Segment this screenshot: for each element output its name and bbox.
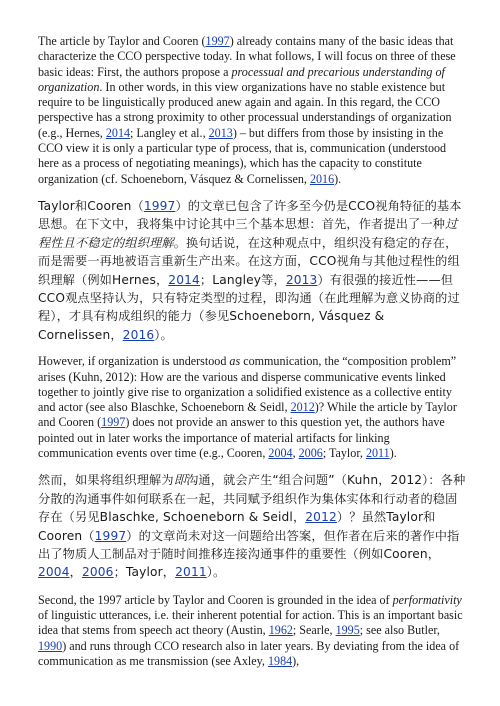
paragraph-zh-1: Taylor和Cooren（1997）的文章已包含了许多至今仍是CCO视角特征的基本思想。在下文中，我将集中讨论其中三个基本思想：首先，作者提出了一种过程性且不稳定的组织理解。换句话说，在这种观点中，组织没有稳定的存在，而是需要一再地被语言重新生产出来。在这方面，CCO视角与其他过程性的组织理解（例如Hernes，2014；Langley等，2013）有很强的接近性——但CCO观点坚持认为，只有特定类型的过程，即沟通（在此理解为意义协商的过程），才具有构成组织的能力（参见Schoeneborn, Vásquez & Cornelissen，2016）。 [38, 198, 462, 342]
emphasis-text: 过程性且不稳定的组织理解 [38, 217, 458, 250]
emphasis-text: performativity [392, 592, 462, 607]
citation-link[interactable]: 1997 [143, 198, 176, 213]
paragraph-zh-2: 然而，如果将组织理解为即沟通，就会产生“组合问题”（Kuhn，2012）：各种分散的沟通事件如何联系在一起，共同赋予组织作为集体实体和行动者的稳固存在（另见Blaschke, Schoeneborn & Seidl，2012）？虽然Taylor和Cooren（1997）的文章尚未对这一问题给出答案，但作者在后来的著作中指出了物质人工制品对于随时间推移连接沟通事件的重要性（例如Cooren，2004，2006；Taylor，2011）。 [38, 473, 466, 580]
document-page [38, 34, 466, 669]
emphasis-text: processual and precarious understanding of organization [38, 64, 445, 94]
citation-link[interactable]: 2004 [268, 446, 293, 460]
paragraph-en-3: Second, the 1997 article by Taylor and Cooren is grounded in the idea of performativity of linguistic utterances, i.e. their inherent potential for action. This is an important basic idea that stems from speech act theory (Austin, 1962; Searle, 1995; see also Butler, 1990) and runs through CCO research also in later years. By deviating from the idea of communication as me transmission (see Axley, 1984), [38, 592, 463, 668]
citation-link[interactable]: 2016 [122, 327, 155, 342]
citation-link[interactable]: 1990 [38, 638, 63, 653]
citation-link[interactable]: 2013 [208, 125, 233, 140]
citation-link[interactable]: 1997 [101, 415, 126, 430]
emphasis-text: 即 [173, 473, 187, 488]
citation-link[interactable]: 1997 [205, 34, 230, 48]
citation-link[interactable]: 2012 [305, 510, 337, 525]
paragraph-en-1: The article by Taylor and Cooren (1997) already contains many of the basic ideas that characterize the CCO perspective today. In what follows, I will focus on three of these basic ideas: First, the authors propose a processual and precarious understanding of organization. In other words, in this view organizations have no stable existence but require to be linguistically produced anew again and again. In this regard, the CCO perspective has a strong proximity to other processual understandings of organization (e.g., Hernes, 2014; Langley et al., 2013) – but differs from those by insisting in the CCO view it is only a particular type of process, that is, communication (understood here as a process of negotiating meanings), which has the capacity to constitute organization (cf. Schoeneborn, Vásquez & Cornelissen, 2016). [38, 34, 456, 186]
citation-link[interactable]: 1995 [335, 623, 360, 638]
citation-link[interactable]: 2006 [298, 446, 323, 460]
citation-link[interactable]: 2011 [365, 446, 390, 460]
citation-link[interactable]: 2013 [285, 272, 318, 287]
citation-link[interactable]: 2006 [81, 565, 114, 580]
citation-link[interactable]: 2011 [175, 565, 207, 580]
citation-link[interactable]: 2016 [309, 171, 335, 186]
citation-link[interactable]: 2012 [290, 400, 315, 415]
citation-link[interactable]: 2004 [38, 565, 70, 580]
citation-link[interactable]: 1997 [94, 528, 127, 543]
citation-link[interactable]: 2014 [105, 125, 131, 140]
emphasis-text: as [229, 354, 241, 369]
citation-link[interactable]: 2014 [168, 272, 200, 287]
citation-link[interactable]: 1984 [267, 653, 293, 668]
paragraph-en-2: However, if organization is understood as communication, the “composition problem” arises (Kuhn, 2012): How are the various and disperse communicative events linked together to jointly give rise to organization a solidified existence as a collective entity and actor (see also Blaschke, Schoeneborn & Seidl, 2012)? While the article by Taylor and Cooren (1997) does not provide an answer to this question yet, the authors have pointed out in later works the importance of material artifacts for linking communication events over time (e.g., Cooren, 2004, 2006; Taylor, 2011). [38, 354, 457, 460]
citation-link[interactable]: 1962 [268, 623, 293, 638]
